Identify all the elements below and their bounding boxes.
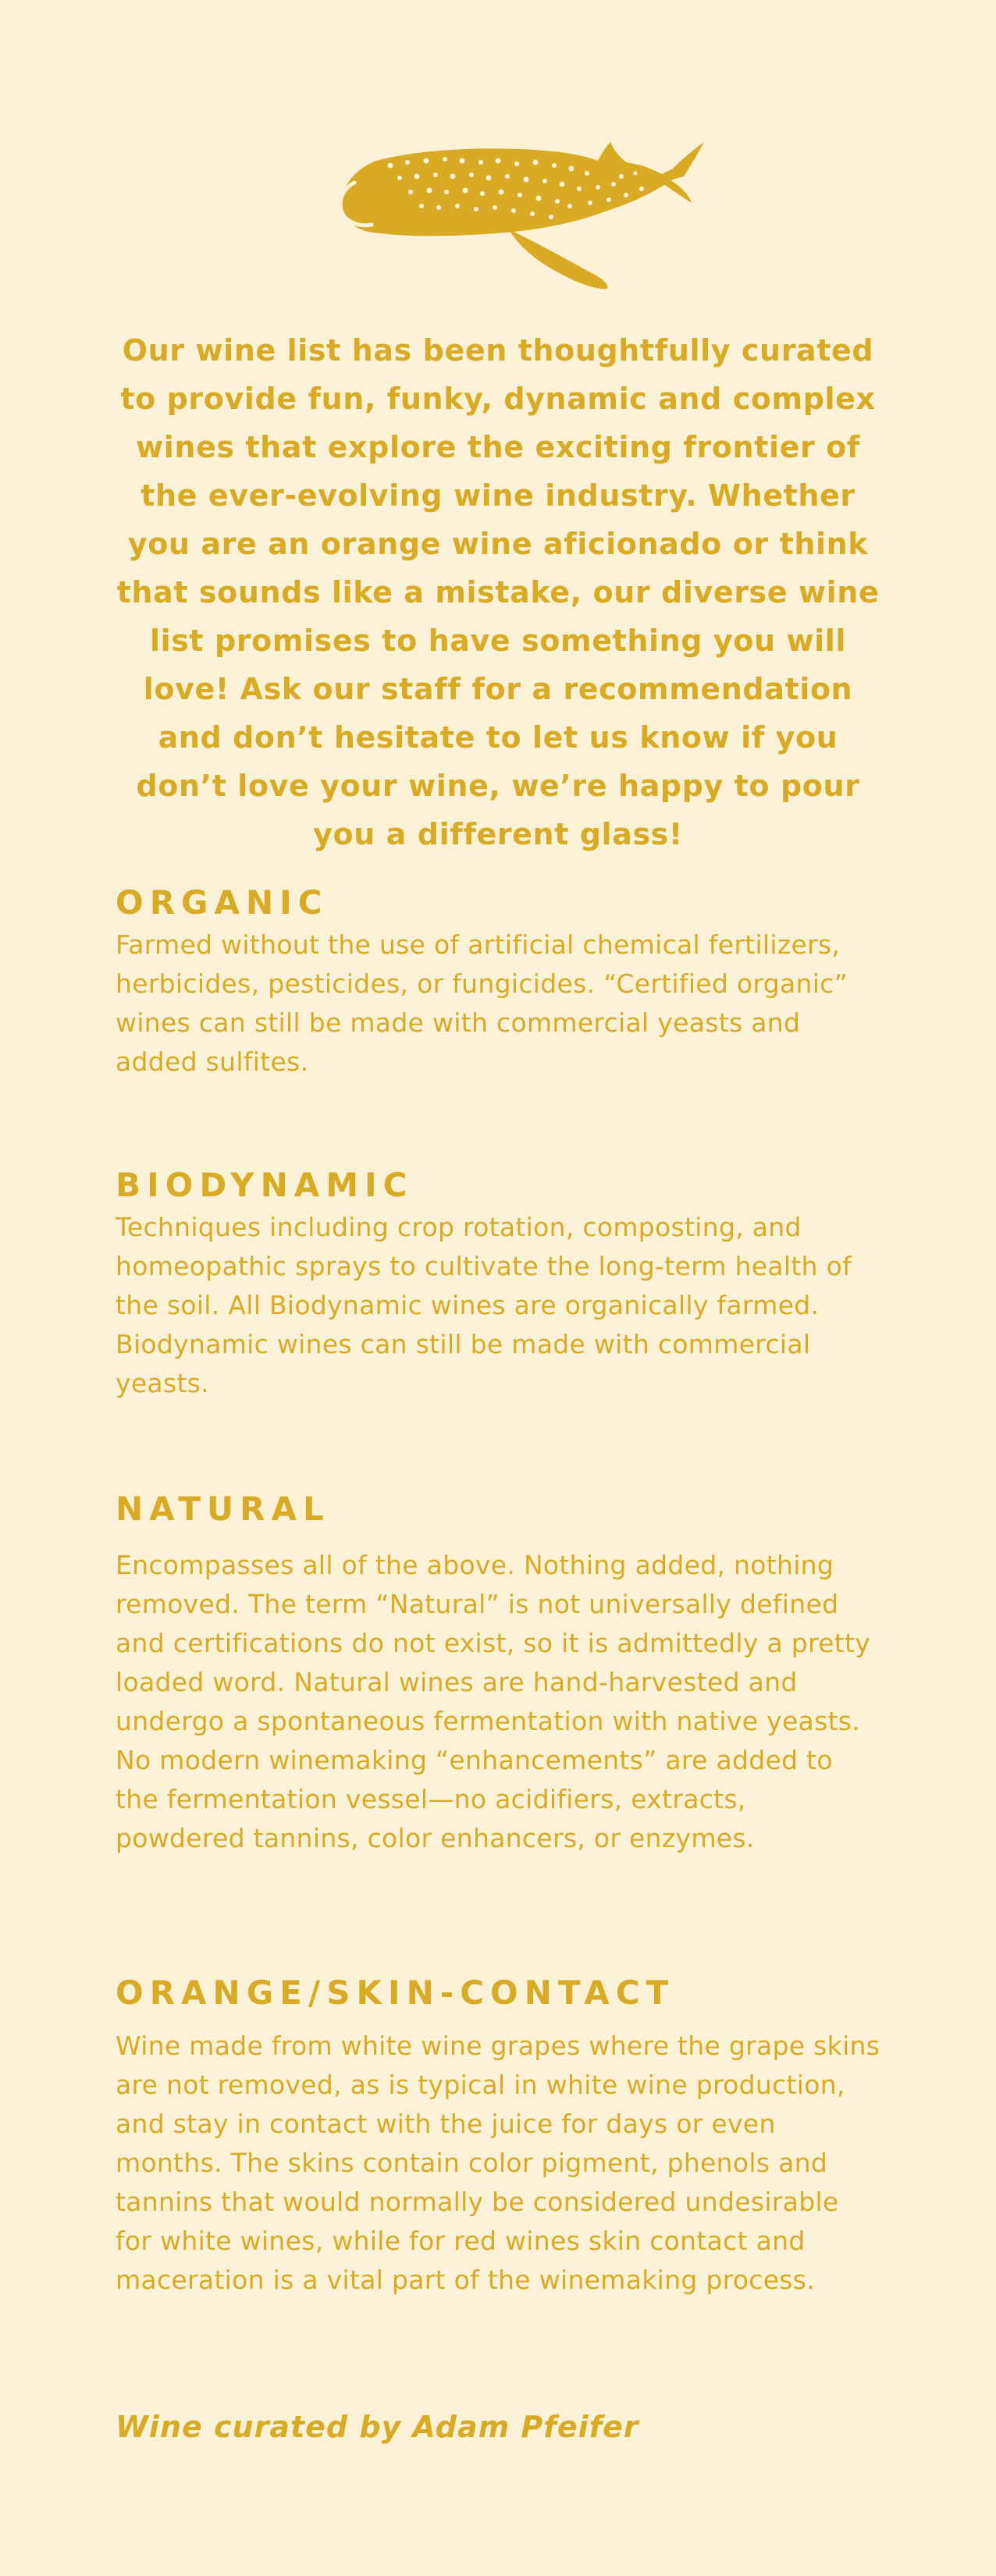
section-organic: [116, 882, 880, 1082]
section-orange-skin-contact: [116, 1972, 880, 2300]
section-body-orange-skin-contact: Wine made from white wine grapes where the grape skins are not removed, as is typical in white wine production, and stay in contact with the juice for days or even months. The skins contain color pigment, phenols and tannins that would normally be considered undesirable for white wines, while for red wines skin contact and maceration is a vital part of the winemaking process.: [116, 2031, 880, 2295]
section-title-natural: NATURAL: [116, 1490, 330, 1528]
curator-credit: Wine curated by Adam Pfeifer: [116, 2410, 639, 2444]
section-body-organic: Farmed without the use of artificial chemical fertilizers, herbicides, pesticides, or fungicides. “Certified organic” wines can still be made with commercial yeasts and added sulfites.: [116, 929, 848, 1077]
section-title-biodynamic: BIODYNAMIC: [116, 1166, 414, 1204]
section-title-orange-skin-contact: ORANGE/SKIN-CONTACT: [116, 1974, 675, 2012]
whale-shark-logo: [336, 139, 706, 295]
section-biodynamic: [116, 1164, 880, 1403]
section-title-organic: ORGANIC: [116, 883, 329, 922]
section-body-natural: Encompasses all of the above. Nothing added, nothing removed. The term “Natural” is not universally defined and certifications do not exist, so it is admittedly a pretty loaded word. Natural wines are hand-harvested and undergo a spontaneous fermentation with native yeasts. No modern winemaking “enhancements” are added to the fermentation vessel—no acidifiers, extracts, powdered tannins, color enhancers, or enzymes.: [116, 1550, 871, 1853]
intro-text: Our wine list has been thoughtfully curated to provide fun, funky, dynamic and complex wines that explore the exciting frontier of the ever-evolving wine industry. Whether you are an orange wine aficionado or think that sounds like a mistake, our diverse wine list promises to have something you will love! Ask our staff for a recommendation and don’t hesitate to let us know if you don’t love your wine, we’re happy to pour you a different glass!: [116, 333, 880, 851]
section-natural: [116, 1488, 880, 1858]
section-body-biodynamic: Techniques including crop rotation, composting, and homeopathic sprays to cultivate the long-term health of the soil. All Biodynamic wines are organically farmed. Biodynamic wines can still be made with commercial yeasts.: [116, 1212, 852, 1398]
whale-shark-icon: [336, 139, 706, 295]
